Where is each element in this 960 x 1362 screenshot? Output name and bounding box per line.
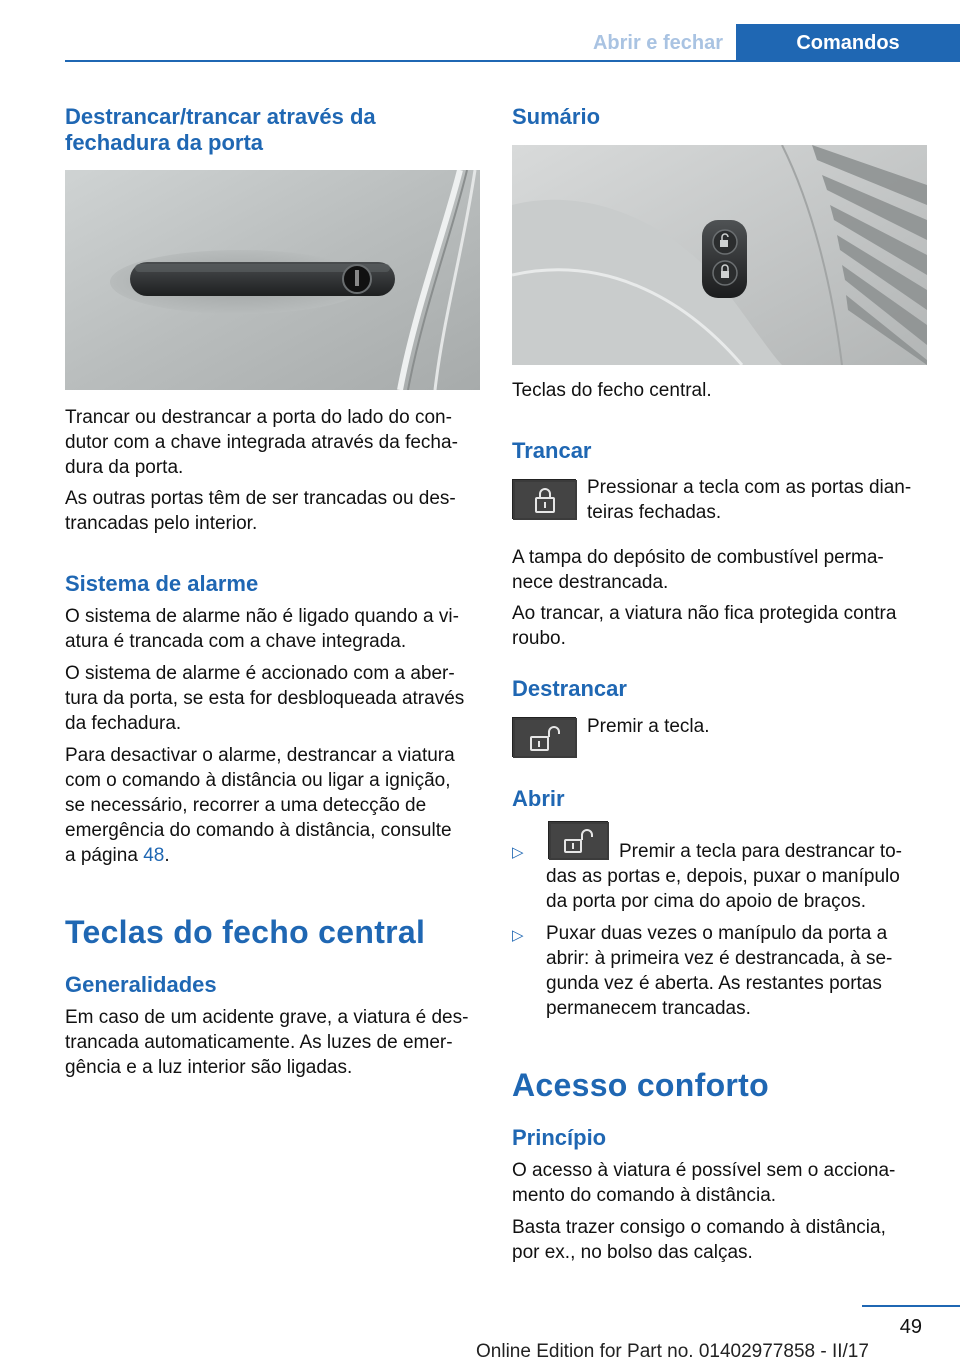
principle-heading: Princípio xyxy=(512,1125,607,1150)
alarm-text-2: O sistema de alarme é accionado com a aber- tura da porta, se esta for desbloqueada através da fechadura. xyxy=(65,663,465,734)
alarm-text-1: O sistema de alarme não é ligado quando a vi- atura é trancada com a chave integrada. xyxy=(65,606,459,652)
footer-rule xyxy=(862,1305,960,1307)
edition-footer: Online Edition for Part no. 01402977858 - II/17 xyxy=(476,1341,869,1362)
door-lock-heading: Destrancar/trancar através da fechadura da porta xyxy=(65,104,376,155)
page-ref-suffix: . xyxy=(164,845,170,866)
principle-text-1: O acesso à viatura é possível sem o acciona- mento do comando à distância. xyxy=(512,1160,896,1206)
alarm-text-3-last-line xyxy=(65,843,483,868)
open-bullet-2: Puxar duas vezes o manípulo da porta a abrir: à primeira vez é destrancada, à se- gunda vez é aberta. As restantes portas permanecem trancadas. xyxy=(546,923,893,1019)
tab-abrir-e-fechar[interactable]: Abrir e fechar xyxy=(592,31,724,54)
summary-heading: Sumário xyxy=(512,104,601,129)
central-locking-heading: Teclas do fecho central xyxy=(65,914,426,950)
lock-text-2: A tampa do depósito de combustível perma- nece destrancada. xyxy=(512,547,884,593)
bullet-2-icon: ▷ xyxy=(512,927,524,944)
page-ref-prefix: a página xyxy=(65,845,144,866)
open-bullet-1-line-1: Premir a tecla para destrancar to- xyxy=(619,841,903,862)
open-heading: Abrir xyxy=(512,786,565,811)
alarm-text-3: Para desactivar o alarme, destrancar a viatura com o comando à distância ou ligar a ignição, se necessário, recorrer a uma detecção de emergência do comando à distância, consulte xyxy=(65,745,455,841)
general-heading: Generalidades xyxy=(65,972,217,997)
unlock-heading: Destrancar xyxy=(512,676,627,701)
unlock-key-inline-icon xyxy=(548,821,608,859)
alarm-heading: Sistema de alarme xyxy=(65,571,259,596)
page-48-link[interactable]: 48 xyxy=(143,845,165,866)
lock-heading: Trancar xyxy=(512,438,592,463)
central-locking-illustration xyxy=(512,145,927,365)
tab-comandos[interactable]: Comandos xyxy=(736,24,960,62)
principle-text-2: Basta trazer consigo o comando à distância, por ex., no bolso das calças. xyxy=(512,1217,886,1263)
page-number: 49 xyxy=(899,1316,922,1338)
door-handle-illustration xyxy=(65,170,480,390)
door-handle-photo xyxy=(65,170,480,390)
general-text: Em caso de um acidente grave, a viatura é des- trancada automaticamente. As luzes de emer- gência e a luz interior são ligadas. xyxy=(65,1007,469,1078)
unlock-text: Premir a tecla. xyxy=(587,716,710,737)
header-rule xyxy=(65,60,960,62)
lock-text-3: Ao trancar, a viatura não fica protegida contra roubo. xyxy=(512,603,897,649)
open-bullet-1-rest: das as portas e, depois, puxar o manípulo da porta por cima do apoio de braços. xyxy=(546,866,900,912)
door-lock-text-2: As outras portas têm de ser trancadas ou des- trancadas pelo interior. xyxy=(65,488,456,534)
comfort-access-heading: Acesso conforto xyxy=(512,1067,769,1103)
door-lock-text-1: Trancar ou destrancar a porta do lado do con- dutor com a chave integrada através da fecha- dura da porta. xyxy=(65,407,458,478)
lock-text: Pressionar a tecla com as portas dian- teiras fechadas. xyxy=(587,477,912,523)
photo-caption: Teclas do fecho central. xyxy=(512,380,712,401)
lock-key-icon xyxy=(512,479,576,519)
central-locking-buttons-photo xyxy=(512,145,927,365)
unlock-key-icon xyxy=(512,717,576,757)
bullet-1-icon: ▷ xyxy=(512,844,524,861)
